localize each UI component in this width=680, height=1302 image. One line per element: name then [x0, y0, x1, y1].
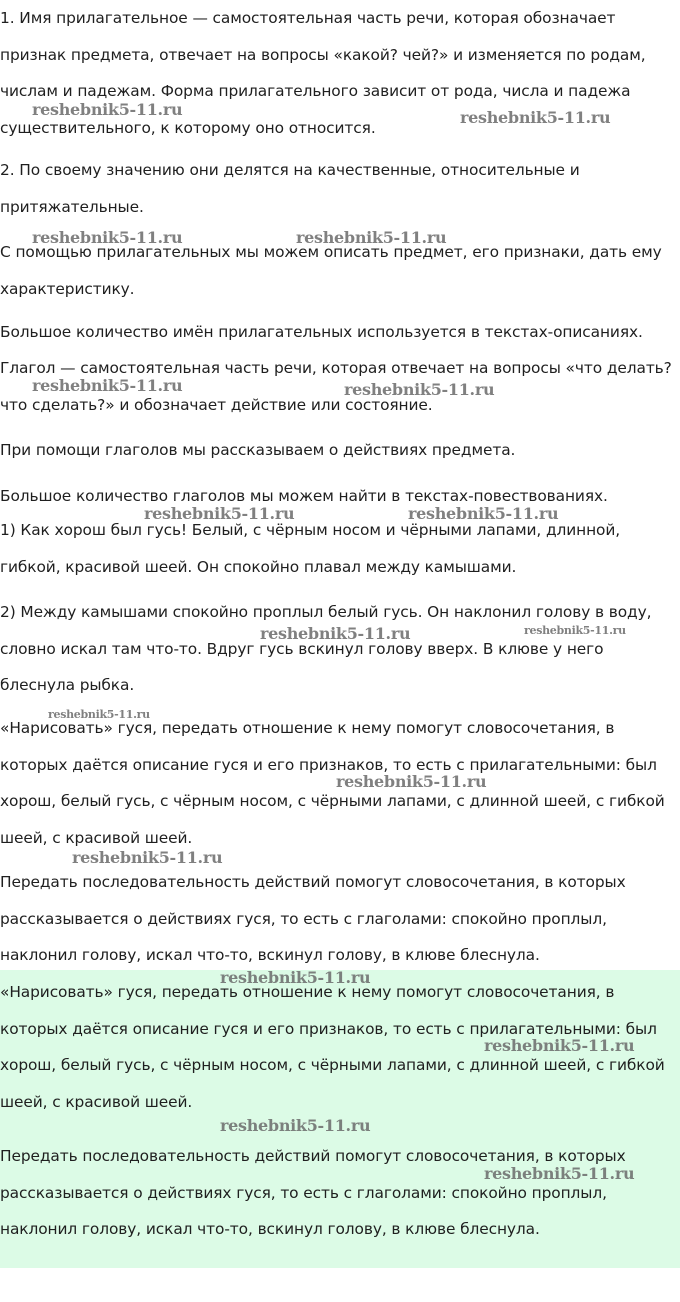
watermark: reshebnik5-11.ru [408, 504, 559, 523]
paragraph-adjective-phrases-highlighted: «Нарисовать» гуся, передать отношение к нему помогут словосочетания, в которых даётся описание гуся и его признаков, то есть с прилагательными: был хорош, белый гусь, с чёрным носом, с чёрными лапами, с длинной шеей, с гибкой шеей, с красивой шеей. [0, 983, 665, 1111]
paragraph-verb-actions: При помощи глаголов мы рассказываем о действиях предмета. [0, 441, 516, 459]
watermark: reshebnik5-11.ru [484, 1036, 635, 1055]
watermark: reshebnik5-11.ru [32, 228, 183, 247]
paragraph-adjective-description: С помощью прилагательных мы можем описать предмет, его признаки, дать ему характеристику. [0, 243, 662, 298]
watermark: reshebnik5-11.ru [460, 108, 611, 127]
paragraph-text-1: 1) Как хорош был гусь! Белый, с чёрным носом и чёрными лапами, длинной, гибкой, красивой шеей. Он спокойно плавал между камышами. [0, 521, 621, 576]
watermark: reshebnik5-11.ru [32, 100, 183, 119]
watermark: reshebnik5-11.ru [220, 968, 371, 987]
watermark: reshebnik5-11.ru [48, 708, 150, 721]
watermark: reshebnik5-11.ru [144, 504, 295, 523]
watermark: reshebnik5-11.ru [72, 848, 223, 867]
paragraph-text-2: 2) Между камышами спокойно проплыл белый гусь. Он наклонил голову в воду, словно искал там что-то. Вдруг гусь вскинул голову вверх. В клюве у него блеснула рыбка. [0, 603, 652, 695]
watermark: reshebnik5-11.ru [344, 380, 495, 399]
paragraph-adjective-usage: Большое количество имён прилагательных используется в текстах-описаниях. [0, 323, 643, 341]
paragraph-adjective-definition: 1. Имя прилагательное — самостоятельная часть речи, которая обозначает признак предмета, отвечает на вопросы «какой? чей?» и изменяется по родам, числам и падежам. Форма прилагательного зависит от рода, числа и падежа существительного, к которому оно относится. [0, 9, 646, 137]
watermark: reshebnik5-11.ru [524, 624, 626, 637]
paragraph-adjective-types: 2. По своему значению они делятся на качественные, относительные и притяжательные. [0, 161, 580, 216]
paragraph-verb-usage: Большое количество глаголов мы можем найти в текстах-повествованиях. [0, 487, 608, 505]
watermark: reshebnik5-11.ru [484, 1164, 635, 1183]
watermark: reshebnik5-11.ru [32, 376, 183, 395]
watermark: reshebnik5-11.ru [296, 228, 447, 247]
paragraph-verb-definition: Глагол — самостоятельная часть речи, которая отвечает на вопросы «что делать? что сделать?» и обозначает действие или состояние. [0, 359, 672, 414]
watermark: reshebnik5-11.ru [260, 624, 411, 643]
paragraph-verb-phrases: Передать последовательность действий помогут словосочетания, в которых рассказывается о действиях гуся, то есть с глаголами: спокойно проплыл, наклонил голову, искал что-то, вскинул голову, в клюве блеснула. [0, 873, 626, 965]
watermark: reshebnik5-11.ru [220, 1116, 371, 1135]
paragraph-verb-phrases-highlighted: Передать последовательность действий помогут словосочетания, в которых рассказывается о действиях гуся, то есть с глаголами: спокойно проплыл, наклонил голову, искал что-то, вскинул голову, в клюве блеснула. [0, 1147, 626, 1239]
paragraph-adjective-phrases: «Нарисовать» гуся, передать отношение к нему помогут словосочетания, в которых даётся описание гуся и его признаков, то есть с прилагательными: был хорош, белый гусь, с чёрным носом, с чёрными лапами, с длинной шеей, с гибкой шеей, с красивой шеей. [0, 719, 665, 847]
watermark: reshebnik5-11.ru [336, 772, 487, 791]
